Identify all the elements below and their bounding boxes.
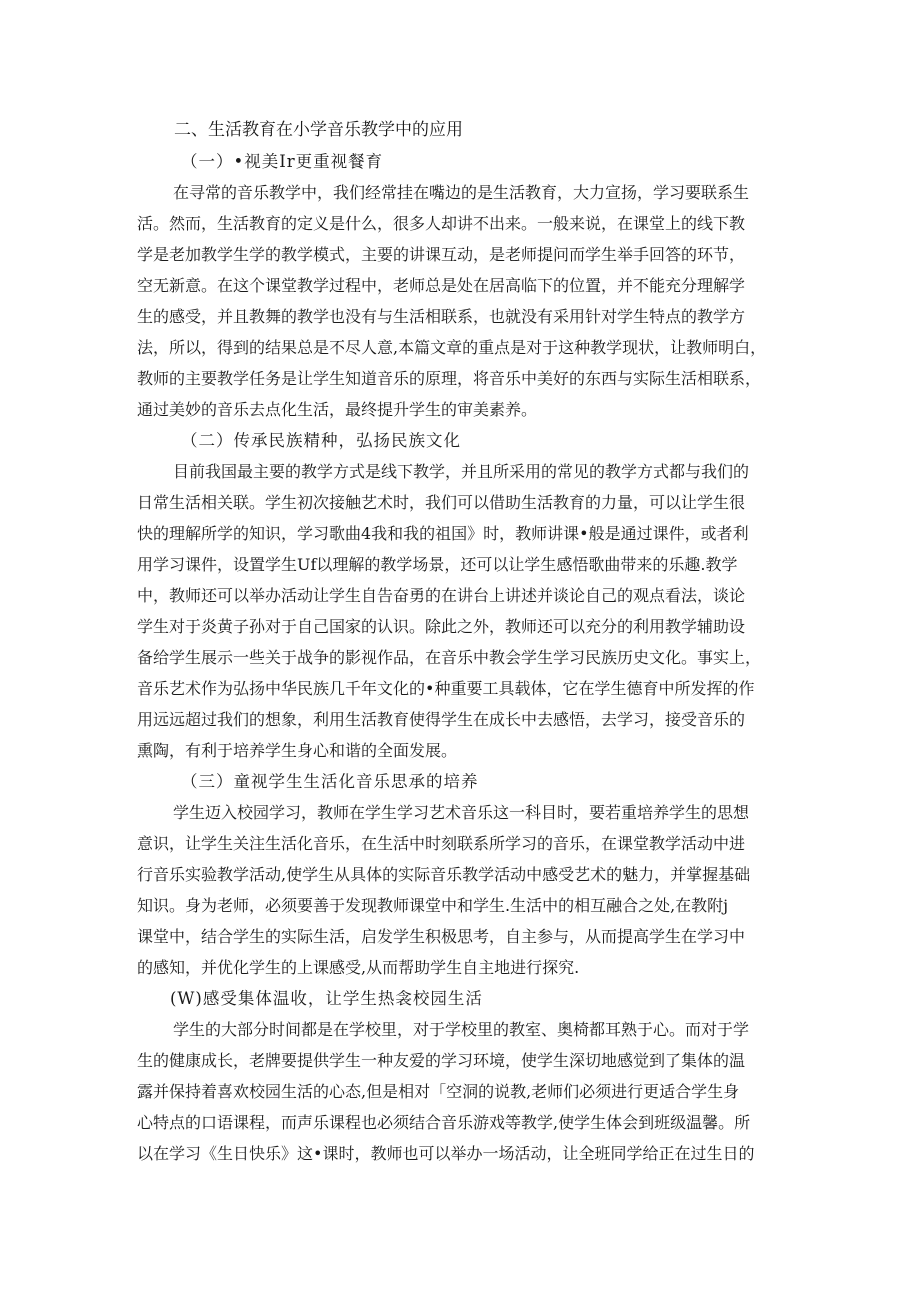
section-title: 二、生活教育在小学音乐教学中的应用 (174, 120, 463, 140)
paragraph-line: 活。然而，生活教育的定义是什么，很多人却讲不出来。一般来说，在课堂上的线下教 (137, 214, 746, 233)
subsection-heading-3: （三）童视学生生活化音乐思承的培养 (181, 772, 479, 791)
paragraph-line: 中，教师还可以举办活动让学生自告奋勇的在讲台上讲述并谈论自己的观点看法，谈论 (137, 586, 746, 605)
paragraph-2 (137, 456, 797, 766)
subsection-heading-1: （一）•视美Ir更重视餐育 (181, 152, 384, 171)
paragraph-line: 通过美妙的音乐去点化生活，最终提升学生的审美素养。 (137, 400, 538, 419)
paragraph-line: 音乐艺术作为弘扬中华民族几千年文化的•种重要工具载体，它在学生德育中所发挥的作 (137, 679, 755, 698)
paragraph-line: 用远远超过我们的想象，利用生活教育使得学生在成长中去感悟，去学习，接受音乐的 (137, 710, 746, 729)
paragraph-line: 露并保持着喜欢校园生活的心态,但是相对「空洞的说教,老师们必须进行更适合学生身 (137, 1082, 740, 1101)
paragraph-1 (137, 177, 797, 425)
paragraph-3 (137, 797, 797, 983)
paragraph-line: 课堂中，结合学生的实际生活，启发学生积极思考，自主参与，从而提高学生在学习中 (137, 927, 746, 946)
subsection-heading-4: (W)感受集体温收，让学生热衾校园生活 (170, 989, 483, 1008)
paragraph-line: 意识，让学生关注生活化音乐，在生活中时刻联系所学习的音乐，在课堂教学活动中进 (137, 834, 746, 853)
paragraph-line: 熏陶，有利于培养学生身心和谐的全面发展。 (137, 741, 458, 760)
paragraph-line: 行音乐实验教学活动,使学生从具体的实际音乐教学活动中感受艺术的魅力，并掌握基础 (137, 865, 751, 884)
subsection-heading-2: （二）传承民族精种，弘扬民族文化 (181, 431, 461, 450)
paragraph-line: 生的健康成长，老牌要提供学生一种友爱的学习环境，使学生深切地感觉到了集体的温 (137, 1051, 746, 1070)
paragraph-line: 备给学生展示一些关于战争的影视作品，在音乐中教会学生学习民族历史文化。事实上， (137, 648, 762, 667)
paragraph-line: 用学习课件，设置学生Uf以理解的教学场景，还可以让学生感悟歌曲带来的乐趣.教学 (137, 555, 738, 574)
paragraph-line: 教师的主要教学任务是让学生知道音乐的原理，将音乐中美好的东西与实际生活相联系， (137, 369, 762, 388)
paragraph-line: 心特点的口语课程，而声乐课程也必须结合音乐游戏等教学,使学生体会到班级温馨。所 (137, 1113, 751, 1132)
paragraph-line: 空无新意。在这个课堂教学过程中，老师总是处在居高临下的位置，并不能充分理解学 (137, 276, 746, 295)
paragraph-line: 的感知，并优化学生的上课感受,从而帮助学生自主地进行探究. (137, 958, 580, 977)
paragraph-line: 学生对于炎黄子孙对于自己国家的认识。除此之外，教师还可以充分的利用教学辅助设 (137, 617, 746, 636)
paragraph-line: 在寻常的音乐教学中，我们经常挂在嘴边的是生活教育，大力宣扬，学习要联系生 (173, 183, 750, 202)
paragraph-line: 生的感受，并且教舞的教学也没有与生活相联系，也就没有采用针对学生特点的教学方 (137, 307, 746, 326)
paragraph-line: 法，所以，得到的结果总是不尽人意,本篇文章的重点是对于这种教学现状，让教师明白， (137, 338, 767, 357)
paragraph-line: 学生的大部分时间都是在学校里，对于学校里的教室、奥椅都耳熟于心。而对于学 (173, 1020, 750, 1039)
paragraph-line: 日常生活相关联。学生初次接触艺术时，我们可以借助生活教育的力量，可以让学生很 (137, 493, 746, 512)
paragraph-line: 知识。身为老师，必须要善于发现教师课堂中和学生.生活中的相互融合之处,在教附j (137, 896, 729, 915)
document-body (137, 146, 797, 1169)
paragraph-line: 快的理解所学的知识，学习歌曲4我和我的祖国》时，教师讲课•般是通过课件，或者利 (137, 524, 749, 543)
paragraph-line: 学生迈入校园学习，教师在学生学习艺术音乐这一科目时，要若重培养学生的思想 (173, 803, 750, 822)
paragraph-line: 以在学习《生日快乐》这•课时，教师也可以举办一场活动，让全班同学给正在过生日的 (137, 1144, 755, 1163)
paragraph-line: 目前我国最主要的教学方式是线下教学，并且所采用的常见的教学方式都与我们的 (173, 462, 750, 481)
paragraph-4 (137, 1014, 797, 1169)
paragraph-line: 学是老加教学生学的教学模式，主要的讲课互动，是老师提问而学生举手回答的环节， (137, 245, 746, 264)
